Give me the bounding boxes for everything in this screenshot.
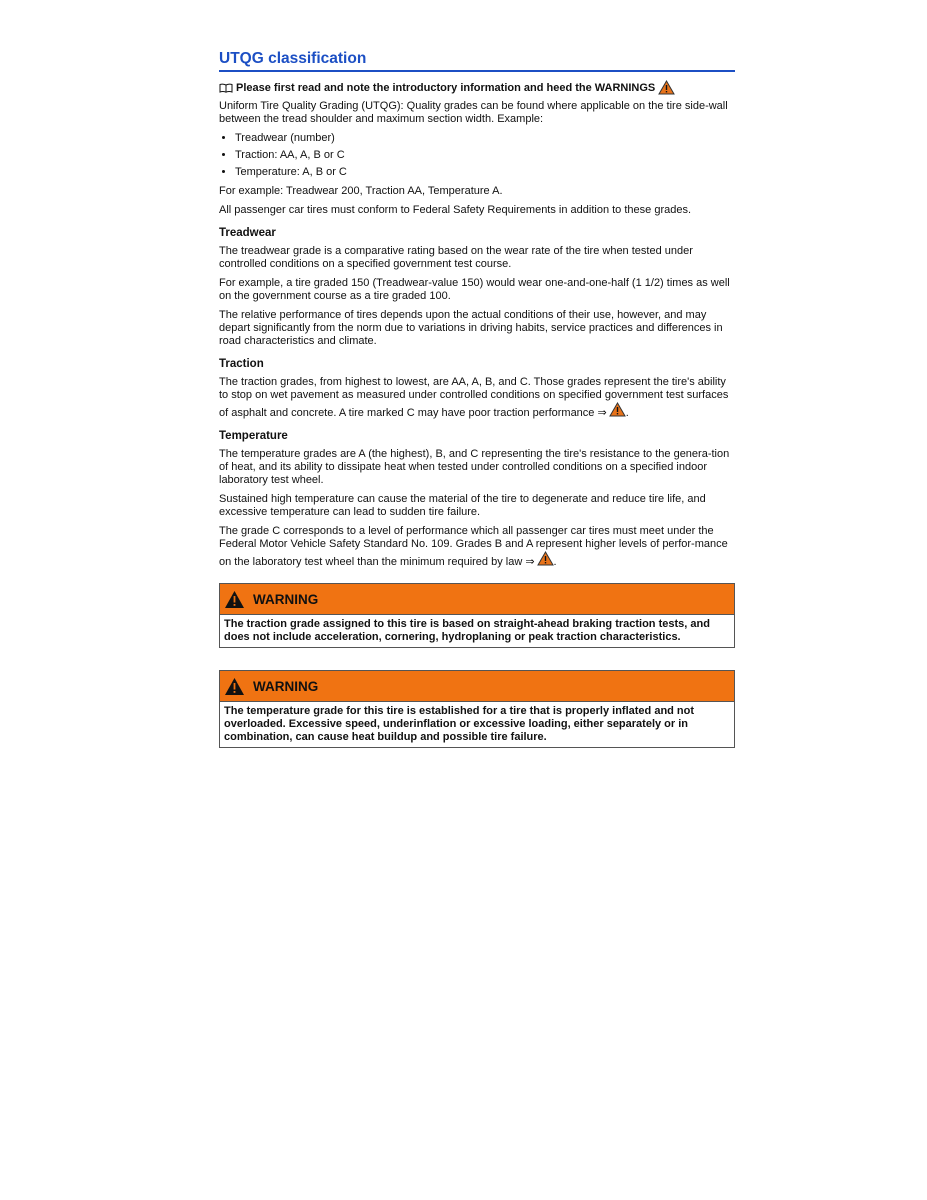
traction-heading: Traction: [219, 358, 264, 370]
warning-label: WARNING: [253, 591, 319, 607]
warning-text: The temperature grade for this tire is established for a tire that is properly inflated and not overloaded. Excessive speed, underinflation or excessive loading, either separately or in combination, can cause heat buildup and possible tire failure.: [224, 705, 695, 743]
temperature-heading: Temperature: [219, 430, 288, 442]
utqg-intro-paragraph: Uniform Tire Quality Grading (UTQG): Quality grades can be found where applicable on the tire side-wall between the tread shoulder and maximum section width. Example:: [219, 100, 728, 125]
warning-triangle-icon: [224, 677, 245, 696]
warning-triangle-icon[interactable]: [609, 402, 626, 417]
book-icon: [219, 83, 233, 93]
document-page: [219, 50, 735, 748]
treadwear-paragraph-3: The relative performance of tires depends upon the actual conditions of their use, however, and may depart significantly from the norm due to variations in driving habits, service practices and differences in road characteristics and climate.: [219, 309, 723, 347]
warning-triangle-icon[interactable]: [537, 551, 554, 566]
warning-box-temperature: [219, 670, 735, 748]
warning-triangle-icon: [224, 590, 245, 609]
list-item: • Traction: AA, A, B or C: [235, 149, 735, 162]
warning-header: [220, 671, 734, 702]
treadwear-paragraph-1: The treadwear grade is a comparative rating based on the wear rate of the tire when tested under controlled conditions on a specified government test course.: [219, 245, 693, 270]
federal-paragraph: All passenger car tires must conform to Federal Safety Requirements in addition to these grades.: [219, 204, 692, 216]
intro-text: Please first read and note the introductory information and heed the WARNINGS: [236, 81, 656, 94]
warning-label: WARNING: [253, 678, 319, 694]
list-item: • Temperature: A, B or C: [235, 166, 735, 179]
warning-triangle-icon[interactable]: [658, 80, 675, 95]
temperature-text: The grade C corresponds to a level of performance which all passenger car tires must meet under the Federal Motor Vehicle Safety Standard No. 109. Grades B and A represent higher levels of perfor-mance on the laboratory test wheel than the minimum required by law ⇒: [219, 525, 728, 568]
page-title: UTQG classification: [219, 50, 735, 72]
warning-header: [220, 584, 734, 615]
temperature-paragraph-2: Sustained high temperature can cause the material of the tire to degenerate and reduce tire life, and excessive temperature can lead to sudden tire failure.: [219, 493, 706, 518]
treadwear-paragraph-2: For example, a tire graded 150 (Treadwear-value 150) would wear one-and-one-half (1 1/2) times as well on the government course as a tire graded 100.: [219, 277, 730, 302]
traction-text: The traction grades, from highest to lowest, are AA, A, B, and C. Those grades represent the tire's ability to stop on wet pavement as measured under controlled conditions on specified government test surfaces of asphalt and concrete. A tire marked C may have poor traction performance ⇒: [219, 376, 729, 419]
temperature-paragraph-1: The temperature grades are A (the highest), B, and C representing the tire's resistance to the genera-tion of heat, and its ability to dissipate heat when tested under controlled conditions on a specified indoor laboratory test wheel.: [219, 448, 730, 486]
intro-note: [219, 80, 735, 95]
grade-list: [219, 132, 735, 179]
temperature-paragraph-3: The grade C corresponds to a level of performance which all passenger car tires must meet under the Federal Motor Vehicle Safety Standard No. 109. Grades B and A represent higher levels of perfor-mance on the laboratory test wheel than the minimum required by law ⇒ .: [219, 525, 728, 568]
list-item: • Treadwear (number): [235, 132, 735, 145]
traction-paragraph: The traction grades, from highest to lowest, are AA, A, B, and C. Those grades represent the tire's ability to stop on wet pavement as measured under controlled conditions on specified government test surfaces of asphalt and concrete. A tire marked C may have poor traction performance ⇒ .: [219, 376, 729, 419]
example-paragraph: For example: Treadwear 200, Traction AA, Temperature A.: [219, 185, 503, 197]
warning-box-traction: [219, 583, 735, 648]
warning-text: The traction grade assigned to this tire is based on straight-ahead braking traction tests, and does not include acceleration, cornering, hydroplaning or peak traction characteristics.: [224, 618, 710, 643]
treadwear-heading: Treadwear: [219, 227, 276, 239]
